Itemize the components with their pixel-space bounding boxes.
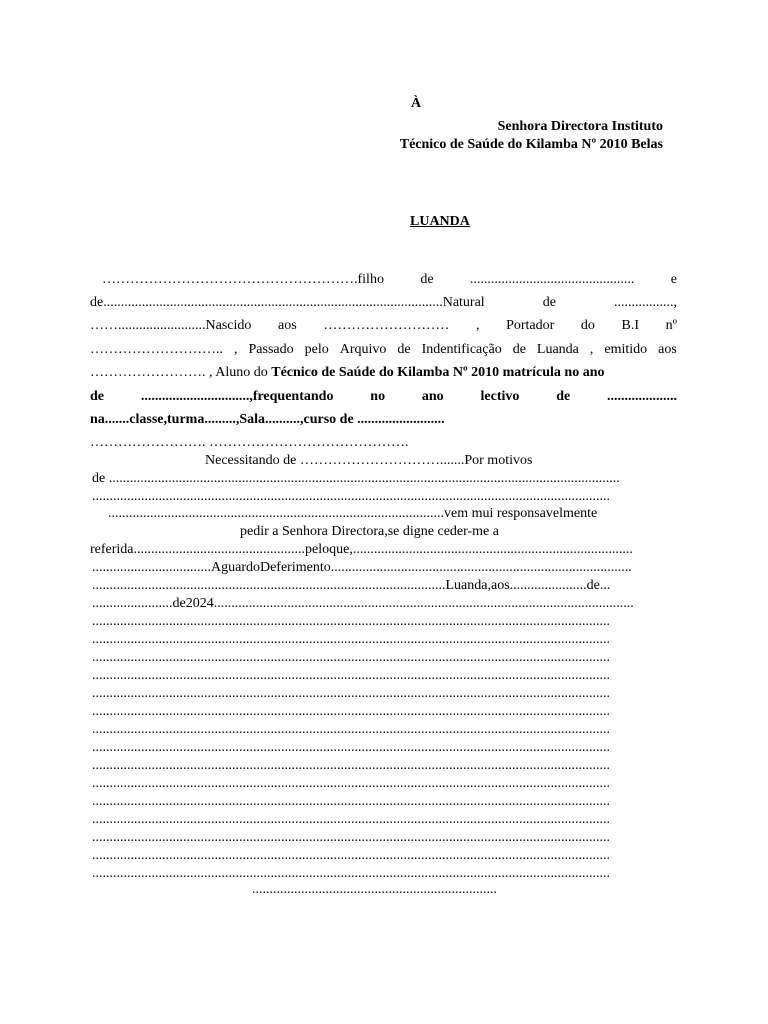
text-segment: de <box>397 342 411 357</box>
dotted-line: .................................................................................................................................................... <box>92 668 610 683</box>
text-segment: de <box>556 389 571 404</box>
school-name-bold: Técnico de Saúde do Kilamba Nº 2010 matrícula no ano <box>271 365 605 380</box>
text-segment: no <box>370 389 386 404</box>
text-segment: ................., <box>613 295 677 310</box>
text-segment: de <box>512 342 526 357</box>
text-segment: ano <box>421 389 444 404</box>
text-segment: B.I <box>621 318 640 333</box>
dotted-line: .................................................................................................................................................... <box>92 650 610 665</box>
body-line-10: de .................................................................................................................................................. <box>92 471 620 486</box>
salutation-to: À <box>411 96 422 111</box>
dotted-line: .................................................................................................................................................... <box>92 614 610 629</box>
dotted-line: .................................................................................................................................................... <box>92 686 610 701</box>
text-segment: aos <box>278 318 297 333</box>
body-line-4 <box>90 341 677 359</box>
body-line-9: Necessitando de ………………………….......Por motivos <box>205 453 533 468</box>
text-segment: de <box>90 389 104 404</box>
body-line-15: ..................................AguardoDeferimento...................................................................................... <box>92 560 632 575</box>
text-segment: ……………………… <box>323 318 450 333</box>
text-segment: Luanda <box>536 342 579 357</box>
body-line-1 <box>102 271 677 289</box>
text-segment: ……………………. , Aluno do <box>90 365 272 380</box>
text-segment: , <box>589 342 594 357</box>
dotted-line: .................................................................................................................................................... <box>92 848 610 863</box>
text-segment: lectivo <box>480 389 520 404</box>
text-segment: e <box>670 272 677 287</box>
text-segment: Arquivo <box>339 342 387 357</box>
dotted-line: .................................................................................................................................................... <box>92 776 610 791</box>
dotted-line: .................................................................................................................................................... <box>92 632 610 647</box>
dotted-line: .................................................................................................................................................... <box>92 812 610 827</box>
text-segment: Indentificação <box>421 342 502 357</box>
text-segment: de <box>420 272 434 287</box>
body-line-7: na.......classe,turma.........,Sala..........,curso de ......................... <box>90 412 445 427</box>
text-segment: ............................................... <box>469 272 635 287</box>
dotted-line: .................................................................................................................................................... <box>92 704 610 719</box>
signature-line: ...................................................................... <box>252 882 497 897</box>
body-line-13: pedir a Senhora Directora,se digne ceder-me a <box>240 524 499 539</box>
dotted-line: .................................................................................................................................................... <box>92 830 610 845</box>
text-segment: emitido <box>604 342 648 357</box>
body-line-17: .......................de2024........................................................................................................................ <box>92 596 634 611</box>
text-segment: …….........................Nascido <box>90 318 252 333</box>
body-line-14: referida.................................................peloque,................................................................................ <box>90 542 633 557</box>
text-segment: ...............................,frequentando <box>140 389 334 404</box>
text-segment: aos <box>658 342 677 357</box>
text-segment: de.................................................................................................Natural <box>90 295 485 310</box>
text-segment: pelo <box>304 342 329 357</box>
dotted-line: .................................................................................................................................................... <box>92 740 610 755</box>
dotted-line: .................................................................................................................................................... <box>92 794 610 809</box>
text-segment: Passado <box>248 342 294 357</box>
text-segment: do <box>580 318 595 333</box>
recipient-line-2: Técnico de Saúde do Kilamba Nº 2010 Belas <box>399 137 663 152</box>
body-line-3 <box>90 317 677 335</box>
text-segment: ……………………………………………….filho <box>102 272 384 287</box>
dotted-line: .................................................................................................................................................... <box>92 866 610 881</box>
body-line-8: ……………………. ……………………………………. <box>90 435 409 450</box>
body-line-5 <box>90 364 677 382</box>
city-heading: LUANDA <box>410 214 470 229</box>
body-line-2 <box>90 294 677 312</box>
body-line-6 <box>90 388 677 406</box>
dotted-line: .................................................................................................................................................... <box>92 722 610 737</box>
dotted-line: .................................................................................................................................................... <box>92 758 610 773</box>
text-segment: , <box>234 342 238 357</box>
body-line-16: .....................................................................................................Luanda,aos......................de... <box>92 578 611 593</box>
body-line-12: ................................................................................................vem mui responsavelmente <box>108 506 598 521</box>
text-segment: .................... <box>607 389 677 404</box>
text-segment: de <box>542 295 556 310</box>
text-segment: , <box>475 318 480 333</box>
text-segment: nº <box>665 318 677 333</box>
text-segment: ……………………….. <box>90 342 223 357</box>
text-segment: Portador <box>506 318 555 333</box>
recipient-line-1: Senhora Directora Instituto <box>497 119 663 134</box>
body-line-11: .................................................................................................................................................... <box>92 489 610 504</box>
